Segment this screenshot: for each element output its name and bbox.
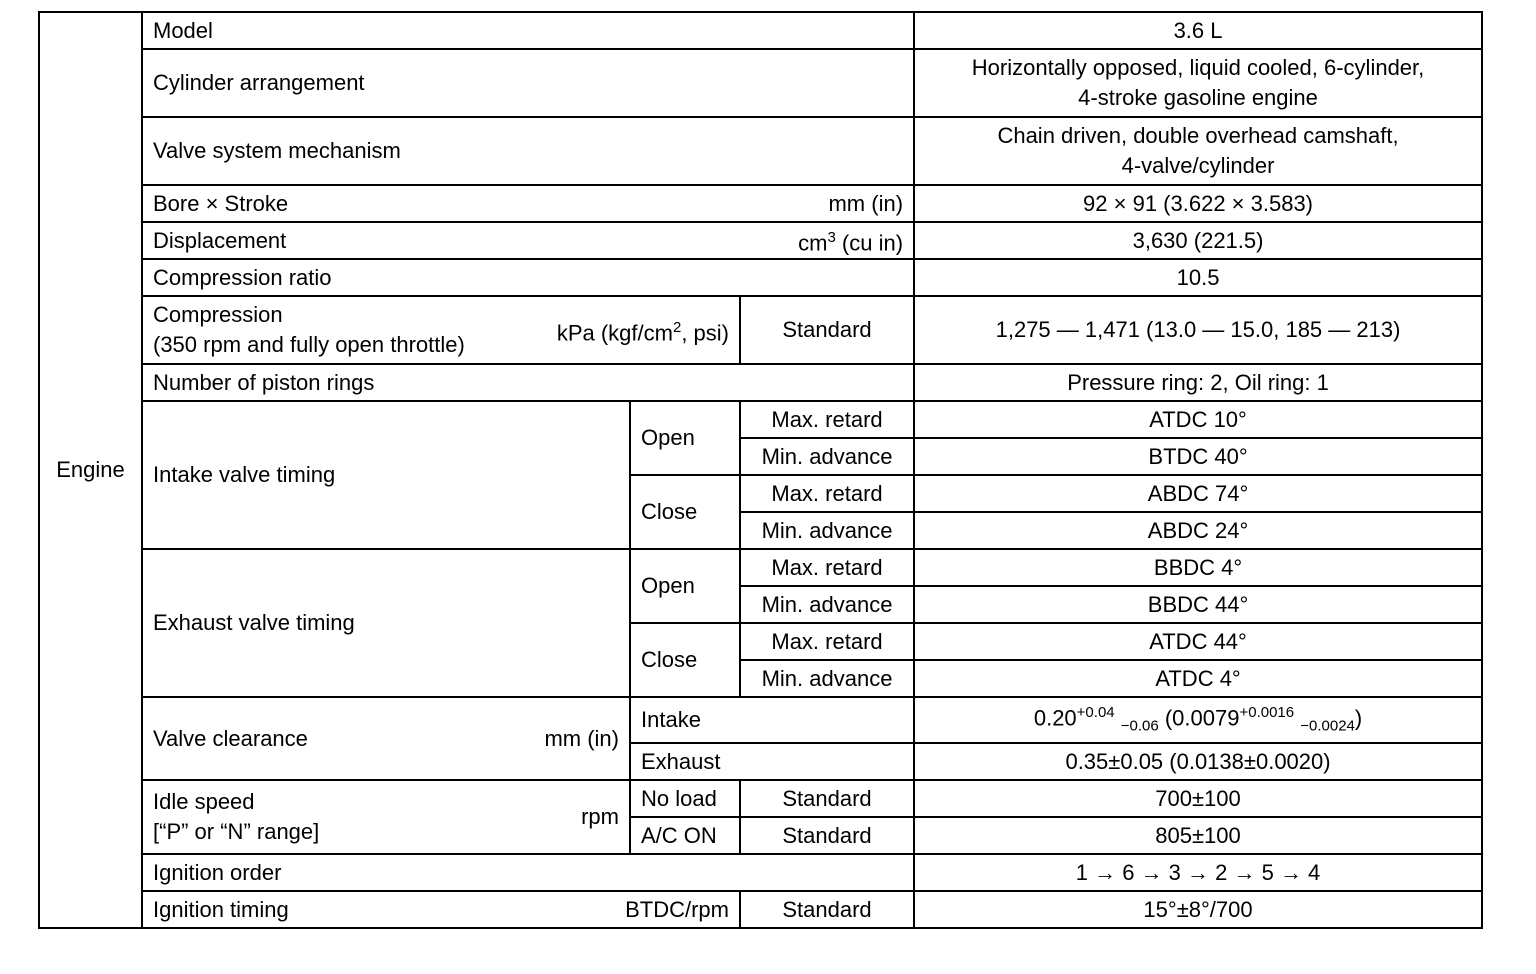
intake-open-min-label: Min. advance [740, 438, 914, 475]
idle-speed-range-note: [“P” or “N” range] [153, 819, 320, 845]
exhaust-close-max-value: ATDC 44° [914, 623, 1482, 660]
intake-clearance-base: 0.20 [1033, 705, 1077, 731]
exhaust-open-min-label: Min. advance [740, 586, 914, 623]
ignition-timing-unit: BTDC/rpm [625, 896, 729, 922]
compression-unit [557, 313, 729, 348]
bore-stroke-label: Bore × Stroke [153, 190, 289, 216]
idle-ac-value: 805±100 [914, 817, 1482, 854]
intake-open-label: Open [630, 401, 740, 475]
intake-clearance-in-close: ) [1354, 705, 1363, 731]
cylinder-arrangement-value-line1: Horizontally opposed, liquid cooled, 6-cylinder, [971, 55, 1425, 80]
compression-unit-sup: 2 [672, 318, 682, 336]
cylinder-arrangement-label: Cylinder arrangement [142, 49, 914, 117]
displacement-value: 3,630 (221.5) [914, 222, 1482, 259]
compression-unit-base: kPa (kgf/cm [556, 319, 673, 345]
ignition-order-label: Ignition order [142, 854, 914, 891]
compression-label: Compression [153, 302, 283, 328]
displacement-cell [142, 222, 914, 259]
displacement-unit-base: cm [798, 230, 828, 256]
exhaust-open-min-value: BBDC 44° [914, 586, 1482, 623]
piston-rings-value: Pressure ring: 2, Oil ring: 1 [914, 364, 1482, 401]
intake-close-max-label: Max. retard [740, 475, 914, 512]
intake-close-min-label: Min. advance [740, 512, 914, 549]
idle-speed-unit: rpm [581, 804, 619, 830]
ignition-timing-standard: Standard [740, 891, 914, 928]
ignition-timing-label: Ignition timing [153, 896, 289, 922]
bore-stroke-value: 92 × 91 (3.622 × 3.583) [914, 185, 1482, 222]
cylinder-arrangement-value [914, 49, 1482, 117]
valve-clearance-intake-label: Intake [630, 697, 914, 743]
idle-noload-label: No load [630, 780, 740, 817]
compression-value: 1,275 — 1,471 (13.0 — 15.0, 185 — 213) [914, 296, 1482, 364]
exhaust-timing-label: Exhaust valve timing [142, 549, 630, 697]
intake-clearance-in-upper-tol: +0.0016 [1239, 704, 1295, 722]
bore-stroke-cell [142, 185, 914, 222]
ignition-timing-value: 15°±8°/700 [914, 891, 1482, 928]
engine-spec-table [38, 11, 1483, 929]
displacement-unit [798, 223, 903, 258]
model-value: 3.6 L [914, 12, 1482, 49]
valve-clearance-unit: mm (in) [544, 725, 619, 751]
valve-system-value [914, 117, 1482, 185]
idle-ac-standard: Standard [740, 817, 914, 854]
idle-ac-label: A/C ON [630, 817, 740, 854]
displacement-unit-sup: 3 [827, 229, 836, 246]
displacement-label: Displacement [153, 227, 287, 253]
exhaust-open-max-label: Max. retard [740, 549, 914, 586]
valve-system-label: Valve system mechanism [142, 117, 914, 185]
intake-timing-label: Intake valve timing [142, 401, 630, 549]
intake-clearance-in-base: (0.0079 [1158, 705, 1240, 731]
idle-noload-value: 700±100 [914, 780, 1482, 817]
valve-clearance-cell [142, 697, 630, 780]
intake-clearance-in-lower-tol: −0.0024 [1300, 718, 1355, 736]
displacement-unit-rest: (cu in) [835, 230, 904, 256]
intake-clearance-upper-tol: +0.04 [1076, 704, 1115, 722]
valve-clearance-exhaust-label: Exhaust [630, 743, 914, 780]
intake-close-label: Close [630, 475, 740, 549]
exhaust-close-min-value: ATDC 4° [914, 660, 1482, 697]
ignition-timing-cell [142, 891, 740, 928]
compression-cell [142, 296, 740, 364]
piston-rings-label: Number of piston rings [142, 364, 914, 401]
bore-stroke-unit: mm (in) [828, 190, 904, 216]
exhaust-close-min-label: Min. advance [740, 660, 914, 697]
section-label-engine: Engine [39, 12, 142, 928]
valve-system-value-line1: Chain driven, double overhead camshaft, [997, 123, 1399, 148]
ignition-order-value: 1 → 6 → 3 → 2 → 5 → 4 [914, 854, 1482, 891]
intake-clearance-lower-tol: −0.06 [1120, 718, 1159, 736]
compression-condition-note: (350 rpm and fully open throttle) [153, 332, 465, 358]
idle-speed-label: Idle speed [153, 789, 255, 815]
idle-noload-standard: Standard [740, 780, 914, 817]
compression-unit-rest: , psi) [681, 319, 729, 345]
compression-ratio-value: 10.5 [914, 259, 1482, 296]
valve-clearance-exhaust-value: 0.35±0.05 (0.0138±0.0020) [914, 743, 1482, 780]
compression-standard: Standard [740, 296, 914, 364]
model-label: Model [142, 12, 914, 49]
exhaust-open-max-value: BBDC 4° [914, 549, 1482, 586]
idle-speed-cell [142, 780, 630, 854]
exhaust-open-label: Open [630, 549, 740, 623]
intake-open-max-label: Max. retard [740, 401, 914, 438]
intake-open-min-value: BTDC 40° [914, 438, 1482, 475]
compression-ratio-label: Compression ratio [142, 259, 914, 296]
exhaust-close-max-label: Max. retard [740, 623, 914, 660]
valve-system-value-line2: 4-valve/cylinder [1121, 153, 1275, 178]
cylinder-arrangement-value-line2: 4-stroke gasoline engine [1078, 85, 1318, 110]
exhaust-close-label: Close [630, 623, 740, 697]
intake-open-max-value: ATDC 10° [914, 401, 1482, 438]
intake-close-max-value: ABDC 74° [914, 475, 1482, 512]
intake-close-min-value: ABDC 24° [914, 512, 1482, 549]
valve-clearance-label: Valve clearance [153, 725, 308, 751]
valve-clearance-intake-value [914, 697, 1482, 743]
